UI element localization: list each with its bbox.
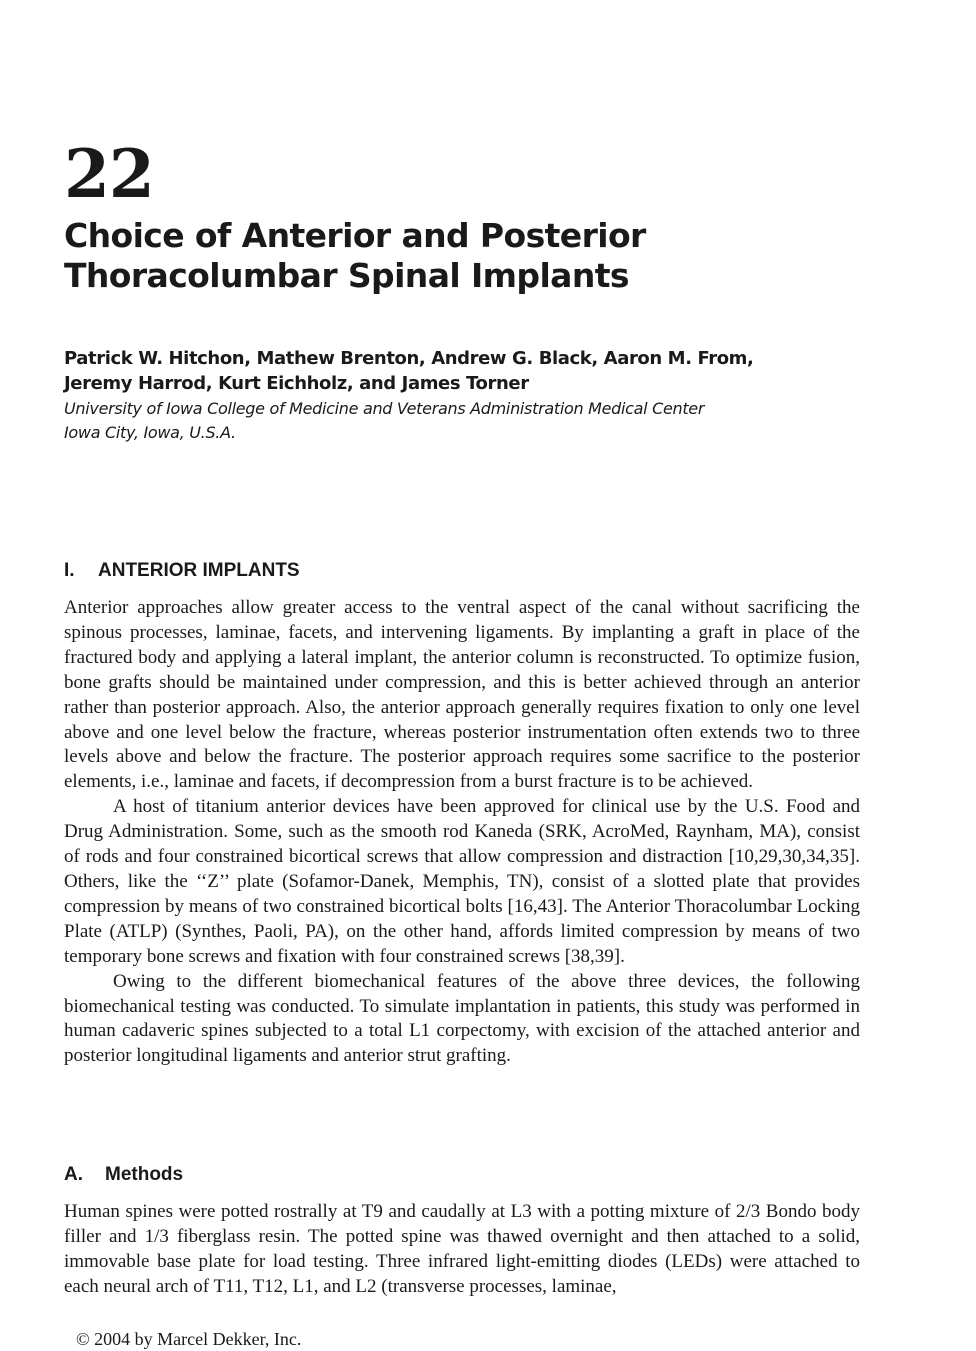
author-line: Patrick W. Hitchon, Mathew Brenton, Andrew G. Black, Aaron M. From, <box>64 348 754 369</box>
chapter-number: 22 <box>64 135 154 213</box>
section-heading-methods <box>64 1163 183 1187</box>
section-title: ANTERIOR IMPLANTS <box>98 560 300 581</box>
section-number: I. <box>64 560 75 581</box>
paragraph: Human spines were potted rostrally at T9 and caudally at L3 with a potting mixture of 2/3 Bondo body filler and 1/3 fiberglass resin. The potted spine was thawed overnight and then attached to a solid, immovable base plate for load testing. Three infrared light-emitting diodes (LEDs) were attached to each neural arch of T11, T12, L1, and L2 (transverse processes, laminae, <box>64 1201 860 1297</box>
author-line: Jeremy Harrod, Kurt Eichholz, and James Torner <box>64 373 529 394</box>
affiliation-line: Iowa City, Iowa, U.S.A. <box>64 423 236 442</box>
author-list <box>64 346 864 396</box>
section-title: Methods <box>105 1164 184 1185</box>
section-body-anterior-implants <box>64 596 860 1069</box>
affiliation <box>64 397 864 445</box>
copyright-footer: © 2004 by Marcel Dekker, Inc. <box>76 1329 302 1349</box>
paragraph: Anterior approaches allow greater access to the ventral aspect of the canal without sacrificing the spinous processes, laminae, facets, and intervening ligaments. By implanting a graft in place of the fractured body and applying a lateral implant, the anterior column is reconstructed. To optimize fusion, bone grafts should be maintained under compression, and this is better achieved through an anterior rather than posterior approach. Also, the anterior approach generally requires fixation to only one level above and one level below the fracture, whereas posterior instrumentation often extends two to three levels above and below the fracture. The posterior approach requires some sacrifice to the posterior elements, i.e., laminae and facets, if decompression from a burst fracture is to be achieved. <box>64 597 860 793</box>
chapter-title-line: Choice of Anterior and Posterior <box>64 216 646 255</box>
affiliation-line: University of Iowa College of Medicine and Veterans Administration Medical Center <box>64 399 705 418</box>
paragraph: A host of titanium anterior devices have been approved for clinical use by the U.S. Food and Drug Administration. Some, such as the smooth rod Kaneda (SRK, AcroMed, Raynham, MA), consist of rods and four constrained bicortical screws that allow compression and distraction [10,29,30,34,35]. Others, like the ‘‘Z’’ plate (Sofamor-Danek, Memphis, TN), consist of a slotted plate that provides compression by means of two constrained bicortical bolts [16,43]. The Anterior Thoracolumbar Locking Plate (ATLP) (Synthes, Paoli, PA), on the other hand, affords limited compression by means of two temporary bone screws and fixation with four constrained screws [38,39]. <box>64 796 860 967</box>
section-body-methods <box>64 1200 860 1300</box>
section-heading-anterior-implants <box>64 559 300 583</box>
chapter-title <box>64 216 864 296</box>
chapter-title-line: Thoracolumbar Spinal Implants <box>64 256 629 295</box>
section-number: A. <box>64 1164 83 1185</box>
paragraph: Owing to the different biomechanical features of the above three devices, the following biomechanical testing was conducted. To simulate implantation in patients, this study was performed in human cadaveric spines subjected to a total L1 corpectomy, with excision of the attached anterior and posterior longitudinal ligaments and anterior strut grafting. <box>64 970 860 1067</box>
